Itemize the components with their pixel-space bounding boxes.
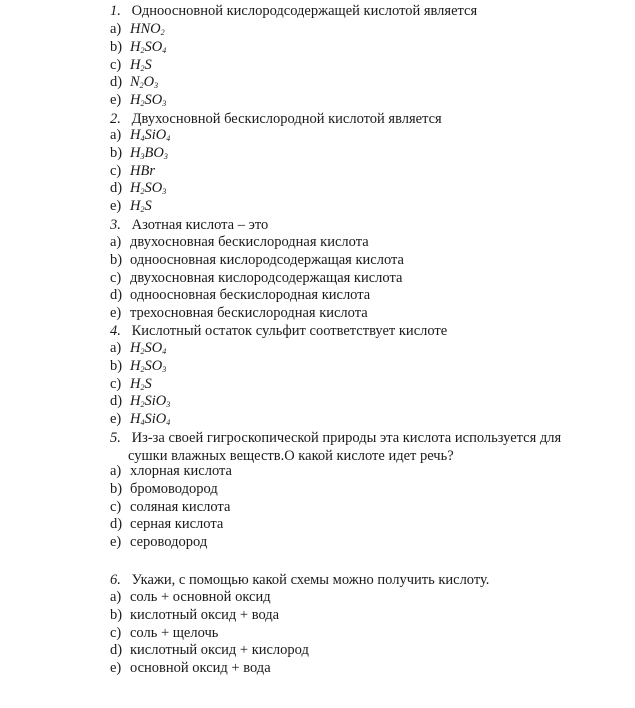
answer-option bbox=[110, 393, 170, 411]
formula-symbol: H bbox=[130, 56, 141, 73]
option-letter: e) bbox=[110, 305, 122, 322]
formula-symbol: SO bbox=[144, 38, 163, 55]
question-6 bbox=[110, 571, 489, 589]
formula-symbol: H bbox=[130, 92, 141, 109]
option-formula bbox=[130, 411, 170, 427]
option-formula bbox=[130, 74, 158, 90]
formula-symbol: SiO bbox=[144, 411, 167, 428]
question-number: 3. bbox=[110, 217, 121, 233]
option-text: двухосновная кислородсодержащая кислота bbox=[130, 269, 403, 286]
option-formula bbox=[130, 340, 166, 356]
formula-symbol: SO bbox=[144, 357, 163, 374]
formula-subscript: 2 bbox=[140, 99, 145, 109]
formula-symbol: H bbox=[130, 340, 141, 356]
option-letter: b) bbox=[110, 357, 123, 374]
answer-option bbox=[110, 607, 309, 625]
option-formula bbox=[130, 393, 170, 409]
option-letter: c) bbox=[110, 56, 122, 73]
option-formula bbox=[130, 57, 152, 73]
formula-symbol: H bbox=[130, 127, 141, 143]
option-formula bbox=[130, 180, 166, 196]
option-letter: c) bbox=[110, 375, 122, 392]
option-letter: e) bbox=[110, 411, 122, 428]
answer-option bbox=[110, 463, 232, 481]
formula-subscript: 2 bbox=[140, 187, 145, 197]
option-letter: e) bbox=[110, 534, 122, 551]
formula-symbol: SiO bbox=[144, 393, 167, 410]
answer-option bbox=[110, 21, 166, 39]
option-letter: b) bbox=[110, 38, 123, 55]
question-5 bbox=[110, 429, 561, 465]
option-letter: e) bbox=[110, 198, 122, 215]
formula-subscript: 3 bbox=[162, 99, 167, 109]
answer-option bbox=[110, 625, 309, 643]
formula-subscript: 2 bbox=[140, 364, 145, 374]
answer-option bbox=[110, 198, 170, 216]
option-letter: a) bbox=[110, 340, 122, 356]
formula-symbol: SO bbox=[144, 340, 163, 356]
question-number: 4. bbox=[110, 323, 121, 339]
answer-option bbox=[110, 642, 309, 660]
formula-subscript: 2 bbox=[140, 45, 145, 55]
formula-symbol: HNO bbox=[130, 21, 161, 37]
question-number: 2. bbox=[110, 111, 121, 127]
formula-symbol: HBr bbox=[130, 162, 155, 179]
option-formula bbox=[130, 21, 165, 37]
formula-symbol: H bbox=[130, 198, 141, 215]
option-formula bbox=[130, 145, 168, 161]
formula-symbol: SiO bbox=[144, 127, 167, 143]
formula-symbol: BO bbox=[144, 144, 164, 161]
option-text: соль + основной оксид bbox=[130, 589, 271, 605]
formula-subscript: 4 bbox=[140, 134, 145, 143]
question-4 bbox=[110, 322, 447, 340]
formula-symbol: N bbox=[130, 74, 140, 91]
question-number: 6. bbox=[110, 572, 121, 588]
option-letter: b) bbox=[110, 480, 123, 497]
option-formula bbox=[130, 198, 152, 214]
formula-symbol: H bbox=[130, 393, 141, 410]
answer-option bbox=[110, 145, 170, 163]
formula-subscript: 3 bbox=[162, 187, 167, 197]
formula-symbol: H bbox=[130, 38, 141, 55]
formula-symbol: O bbox=[143, 74, 155, 91]
answer-option bbox=[110, 270, 404, 288]
answer-option bbox=[110, 660, 309, 678]
option-text: хлорная кислота bbox=[130, 463, 232, 479]
question-number: 5. bbox=[110, 430, 121, 446]
formula-subscript: 2 bbox=[140, 382, 145, 392]
question-1 bbox=[110, 2, 477, 20]
formula-subscript: 2 bbox=[140, 63, 145, 73]
question-text: Укажи, с помощью какой схемы можно получить кислоту. bbox=[131, 572, 490, 588]
option-text: серная кислота bbox=[130, 516, 224, 533]
formula-subscript: 4 bbox=[162, 347, 167, 356]
option-letter: d) bbox=[110, 393, 123, 410]
answer-option bbox=[110, 340, 170, 358]
answer-option bbox=[110, 127, 170, 145]
options-6 bbox=[110, 589, 309, 678]
option-letter: c) bbox=[110, 162, 122, 179]
option-letter: a) bbox=[110, 589, 122, 605]
option-letter: c) bbox=[110, 498, 122, 515]
option-letter: e) bbox=[110, 92, 122, 109]
answer-option bbox=[110, 481, 232, 499]
formula-symbol: H bbox=[130, 180, 141, 197]
answer-option bbox=[110, 516, 232, 534]
formula-symbol: S bbox=[144, 56, 152, 73]
option-formula bbox=[130, 163, 155, 179]
question-text: Одноосновной кислородсодержащей кислотой является bbox=[131, 3, 478, 19]
option-letter: a) bbox=[110, 234, 122, 250]
option-letter: c) bbox=[110, 624, 122, 641]
formula-subscript: 3 bbox=[162, 364, 167, 374]
answer-option bbox=[110, 74, 166, 92]
option-letter: a) bbox=[110, 127, 122, 143]
option-letter: b) bbox=[110, 251, 123, 268]
answer-option bbox=[110, 411, 170, 429]
answer-option bbox=[110, 180, 170, 198]
options-3 bbox=[110, 234, 404, 323]
answer-option bbox=[110, 358, 170, 376]
formula-subscript: 4 bbox=[140, 418, 145, 428]
formula-subscript: 3 bbox=[166, 400, 171, 410]
question-text: Азотная кислота – это bbox=[131, 217, 269, 233]
question-text: Двухосновной бескислородной кислотой является bbox=[131, 111, 442, 127]
formula-symbol: SO bbox=[144, 180, 163, 197]
options-1 bbox=[110, 21, 166, 110]
answer-option bbox=[110, 376, 170, 394]
formula-subscript: 2 bbox=[140, 347, 145, 356]
formula-symbol: H bbox=[130, 144, 141, 161]
option-text: кислотный оксид + вода bbox=[130, 606, 280, 623]
question-text: Из-за своей гигроскопической природы эта кислота используется для bbox=[131, 430, 562, 446]
option-letter: b) bbox=[110, 144, 123, 161]
option-letter: a) bbox=[110, 21, 122, 37]
formula-symbol: S bbox=[144, 375, 152, 392]
answer-option bbox=[110, 499, 232, 517]
formula-subscript: 4 bbox=[166, 418, 171, 428]
formula-subscript: 3 bbox=[163, 151, 168, 161]
option-formula bbox=[130, 92, 166, 108]
question-text: Кислотный остаток сульфит соответствует кислоте bbox=[131, 323, 448, 339]
option-letter: b) bbox=[110, 606, 123, 623]
option-formula bbox=[130, 127, 170, 143]
formula-subscript: 3 bbox=[140, 151, 145, 161]
formula-subscript: 2 bbox=[140, 205, 145, 215]
options-4 bbox=[110, 340, 170, 429]
answer-option bbox=[110, 589, 309, 607]
formula-symbol: S bbox=[144, 198, 152, 215]
option-text: двухосновная бескислородная кислота bbox=[130, 234, 369, 250]
formula-symbol: H bbox=[130, 411, 141, 428]
option-letter: d) bbox=[110, 642, 123, 659]
option-text: соль + щелочь bbox=[130, 624, 219, 641]
option-text: основной оксид + вода bbox=[130, 660, 271, 677]
option-letter: c) bbox=[110, 269, 122, 286]
answer-option bbox=[110, 163, 170, 181]
question-text-line2: сушки влажных веществ.О какой кислоте идет речь? bbox=[128, 448, 454, 464]
option-text: бромоводород bbox=[130, 480, 218, 497]
formula-symbol: SO bbox=[144, 92, 163, 109]
formula-symbol: H bbox=[130, 357, 141, 374]
option-formula bbox=[130, 39, 166, 55]
option-text: сероводород bbox=[130, 534, 208, 551]
formula-subscript: 2 bbox=[160, 28, 165, 37]
answer-option bbox=[110, 57, 166, 75]
answer-option bbox=[110, 92, 166, 110]
options-5 bbox=[110, 463, 232, 552]
options-2 bbox=[110, 127, 170, 216]
option-text: одноосновная бескислородная кислота bbox=[130, 287, 371, 304]
formula-subscript: 4 bbox=[166, 134, 171, 143]
answer-option bbox=[110, 287, 404, 305]
question-3 bbox=[110, 216, 268, 234]
option-letter: d) bbox=[110, 516, 123, 533]
formula-subscript: 3 bbox=[154, 81, 159, 91]
formula-subscript: 2 bbox=[140, 400, 145, 410]
question-2 bbox=[110, 110, 442, 128]
option-formula bbox=[130, 358, 166, 374]
option-text: кислотный оксид + кислород bbox=[130, 642, 309, 659]
answer-option bbox=[110, 305, 404, 323]
formula-subscript: 2 bbox=[139, 81, 144, 91]
option-formula bbox=[130, 376, 152, 392]
option-letter: d) bbox=[110, 287, 123, 304]
option-text: одноосновная кислородсодержащая кислота bbox=[130, 251, 404, 268]
option-text: трехосновная бескислородная кислота bbox=[130, 305, 368, 322]
question-number: 1. bbox=[110, 3, 121, 19]
answer-option bbox=[110, 39, 166, 57]
option-letter: e) bbox=[110, 660, 122, 677]
answer-option bbox=[110, 234, 404, 252]
formula-subscript: 4 bbox=[162, 45, 167, 55]
option-letter: a) bbox=[110, 463, 122, 479]
answer-option bbox=[110, 252, 404, 270]
formula-symbol: H bbox=[130, 375, 141, 392]
option-letter: d) bbox=[110, 180, 123, 197]
answer-option bbox=[110, 534, 232, 552]
option-letter: d) bbox=[110, 74, 123, 91]
option-text: соляная кислота bbox=[130, 498, 231, 515]
